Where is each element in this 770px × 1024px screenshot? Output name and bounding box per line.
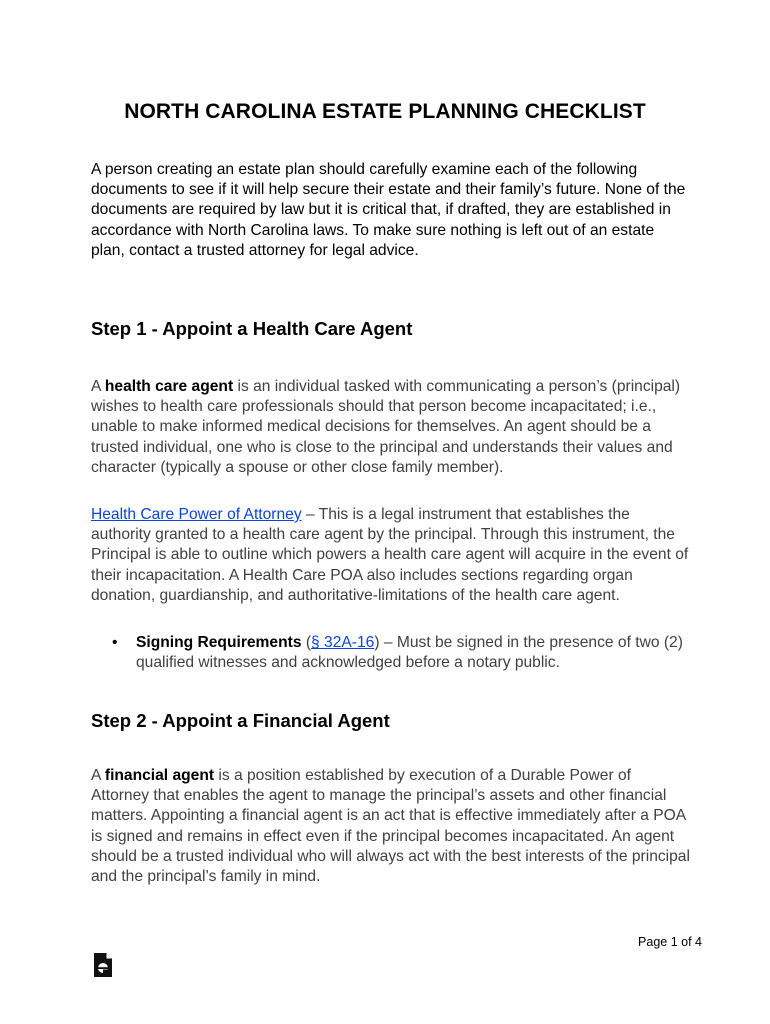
statute-link[interactable]: § 32A-16	[311, 634, 375, 651]
financial-agent-term: financial agent	[104, 767, 215, 784]
financial-agent-paragraph	[91, 766, 691, 887]
health-care-agent-term: health care agent	[104, 378, 234, 395]
intro-paragraph: A person creating an estate plan should carefully examine each of the following documents to see if it will help secure their estate and their family’s future. None of the documents are required by law but it is critical that, if drafted, they are established in accordance with North Carolina laws. To make sure nothing is left out of an estate plan, contact a trusted attorney for legal advice.	[91, 161, 686, 259]
bullet-text	[136, 633, 696, 673]
text-span: ) – Must be signed in the presence of two (2) qualified witnesses and acknowledged before a notary public.	[136, 634, 683, 672]
step-1-heading: Step 1 - Appoint a Health Care Agent	[91, 318, 413, 339]
text-span: (	[301, 634, 312, 651]
text-span: is a position established by execution of a Durable Power of Attorney that enables the agent to manage the principal’s assets and other financial matters. Appointing a financial agent is an act that is effective immediately after a POA is signed and remains in effect even if the principal becomes incapacitated. An agent should be a trusted individual who will always act with the best interests of the principal and the principal’s family in mind.	[91, 767, 690, 886]
text-span: A	[91, 767, 105, 784]
signing-requirements-label: Signing Requirements	[136, 634, 302, 651]
document-e-logo-icon	[92, 952, 114, 978]
page-title: NORTH CAROLINA ESTATE PLANNING CHECKLIST	[124, 100, 646, 123]
step-2-heading: Step 2 - Appoint a Financial Agent	[91, 710, 390, 731]
text-span: A	[91, 378, 105, 395]
text-span: is an individual tasked with communicating a person’s (principal) wishes to health care professionals should that person become incapacitated; i.e., unable to make informed medical decisions for themselves. An agent should be a trusted individual, one who is close to the principal and understands their values and character (typically a spouse or other close family member).	[91, 378, 681, 476]
page-number: Page 1 of 4	[638, 935, 702, 949]
health-care-poa-link[interactable]: Health Care Power of Attorney	[91, 506, 302, 523]
health-care-agent-paragraph	[91, 377, 691, 478]
bullet-dot: •	[112, 634, 118, 651]
health-care-poa-paragraph	[91, 505, 691, 606]
text-span: – This is a legal instrument that establishes the authority granted to a health care agent by the principal. Through this instrument, the Principal is able to outline which powers a health care agent will acquire in the event of their incapacitation. A Health Care POA also includes sections regarding organ donation, guardianship, and authoritative-limitations of the health care agent.	[91, 506, 689, 604]
